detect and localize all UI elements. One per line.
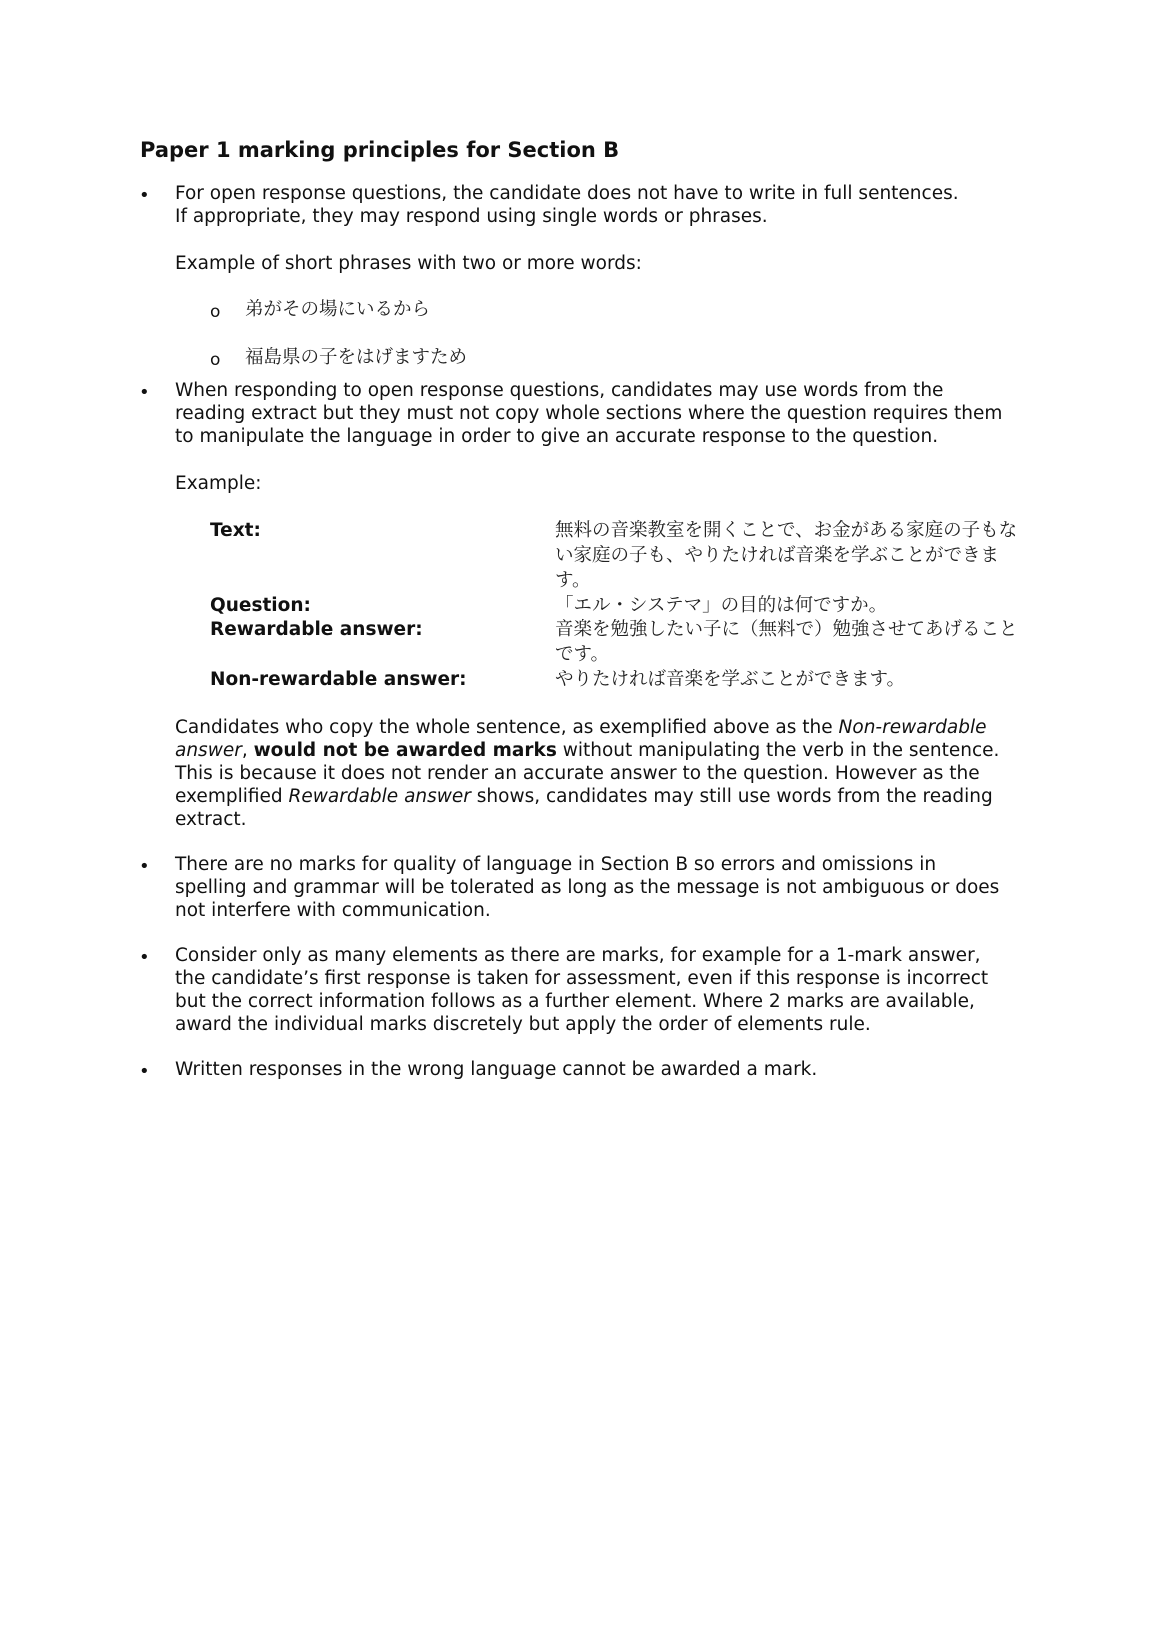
bullet4-line3: but the correct information follows as a further element. Where 2 marks are available, [175,991,975,1012]
sub-bullet-marker: o [210,302,221,322]
para-line4 [175,785,993,809]
rewardable-value-line1: 音楽を勉強したい子に（無料で）勉強させてあげること [555,619,1018,640]
sub-bullet-marker: o [210,350,221,370]
question-value: 「エル・システマ」の目的は何ですか。 [555,595,888,616]
bullet2-line1: When responding to open response questions, candidates may use words from the [175,380,944,401]
para-text: without manipulating the verb in the sentence. [556,740,1000,761]
bullet3-line1: There are no marks for quality of language in Section B so errors and omissions in [175,854,937,875]
bullet3-line3: not interfere with communication. [175,900,491,921]
para-bold: would not be awarded marks [253,740,557,761]
para-text: shows, candidates may still use words from the reading [470,786,993,807]
para-text: , [241,740,254,761]
example-label: Example: [175,473,262,494]
page-title: Paper 1 marking principles for Section B [140,138,620,162]
bullet5-line1: Written responses in the wrong language cannot be awarded a mark. [175,1059,818,1080]
example-phrase-1: 弟がその場にいるから [245,299,431,320]
para-italic: Rewardable answer [288,786,471,807]
bullet4-line2: the candidate’s first response is taken for assessment, even if this response is incorrect [175,968,989,989]
bullet3-line2: spelling and grammar will be tolerated as long as the message is not ambiguous or does [175,877,1000,898]
bullet4-line4: award the individual marks discretely but apply the order of elements rule. [175,1014,871,1035]
text-label: Text: [210,520,261,541]
text-value-line2: い家庭の子も、やりたければ音楽を学ぶことができま [555,545,1000,566]
bullet1-line1: For open response questions, the candidate does not have to write in full sentences. [175,183,959,204]
para-line2 [175,739,999,763]
bullet2-line2: reading extract but they must not copy whole sections where the question requires them [175,403,1003,424]
para-text: exemplified [175,786,289,807]
rewardable-value-line2: です。 [555,644,610,665]
example-heading: Example of short phrases with two or more words: [175,253,642,274]
rewardable-label: Rewardable answer: [210,619,423,640]
bullet-marker: • [139,382,150,403]
bullet-marker: • [139,1061,150,1082]
para-line3: This is because it does not render an accurate answer to the question. However as the [175,763,980,784]
para-italic: answer [175,740,242,761]
bullet-marker: • [139,856,150,877]
text-value-line3: す。 [555,570,591,591]
bullet2-line3: to manipulate the language in order to give an accurate response to the question. [175,426,939,447]
bullet-marker: • [139,947,150,968]
bullet-marker: • [139,185,150,206]
para-text: Candidates who copy the whole sentence, as exemplified above as the [175,717,839,738]
para-line5: extract. [175,809,247,830]
para-italic: Non-rewardable [838,717,987,738]
question-label: Question: [210,595,311,616]
nonrewardable-value: やりたければ音楽を学ぶことができます。 [555,669,906,690]
text-value-line1: 無料の音楽教室を開くことで、お金がある家庭の子もな [555,520,1018,541]
nonrewardable-label: Non-rewardable answer: [210,669,467,690]
example-phrase-2: 福島県の子をはげますため [245,347,468,368]
bullet4-line1: Consider only as many elements as there are marks, for example for a 1-mark answer, [175,945,981,966]
para-line1 [175,716,987,740]
bullet1-line2: If appropriate, they may respond using single words or phrases. [175,206,768,227]
